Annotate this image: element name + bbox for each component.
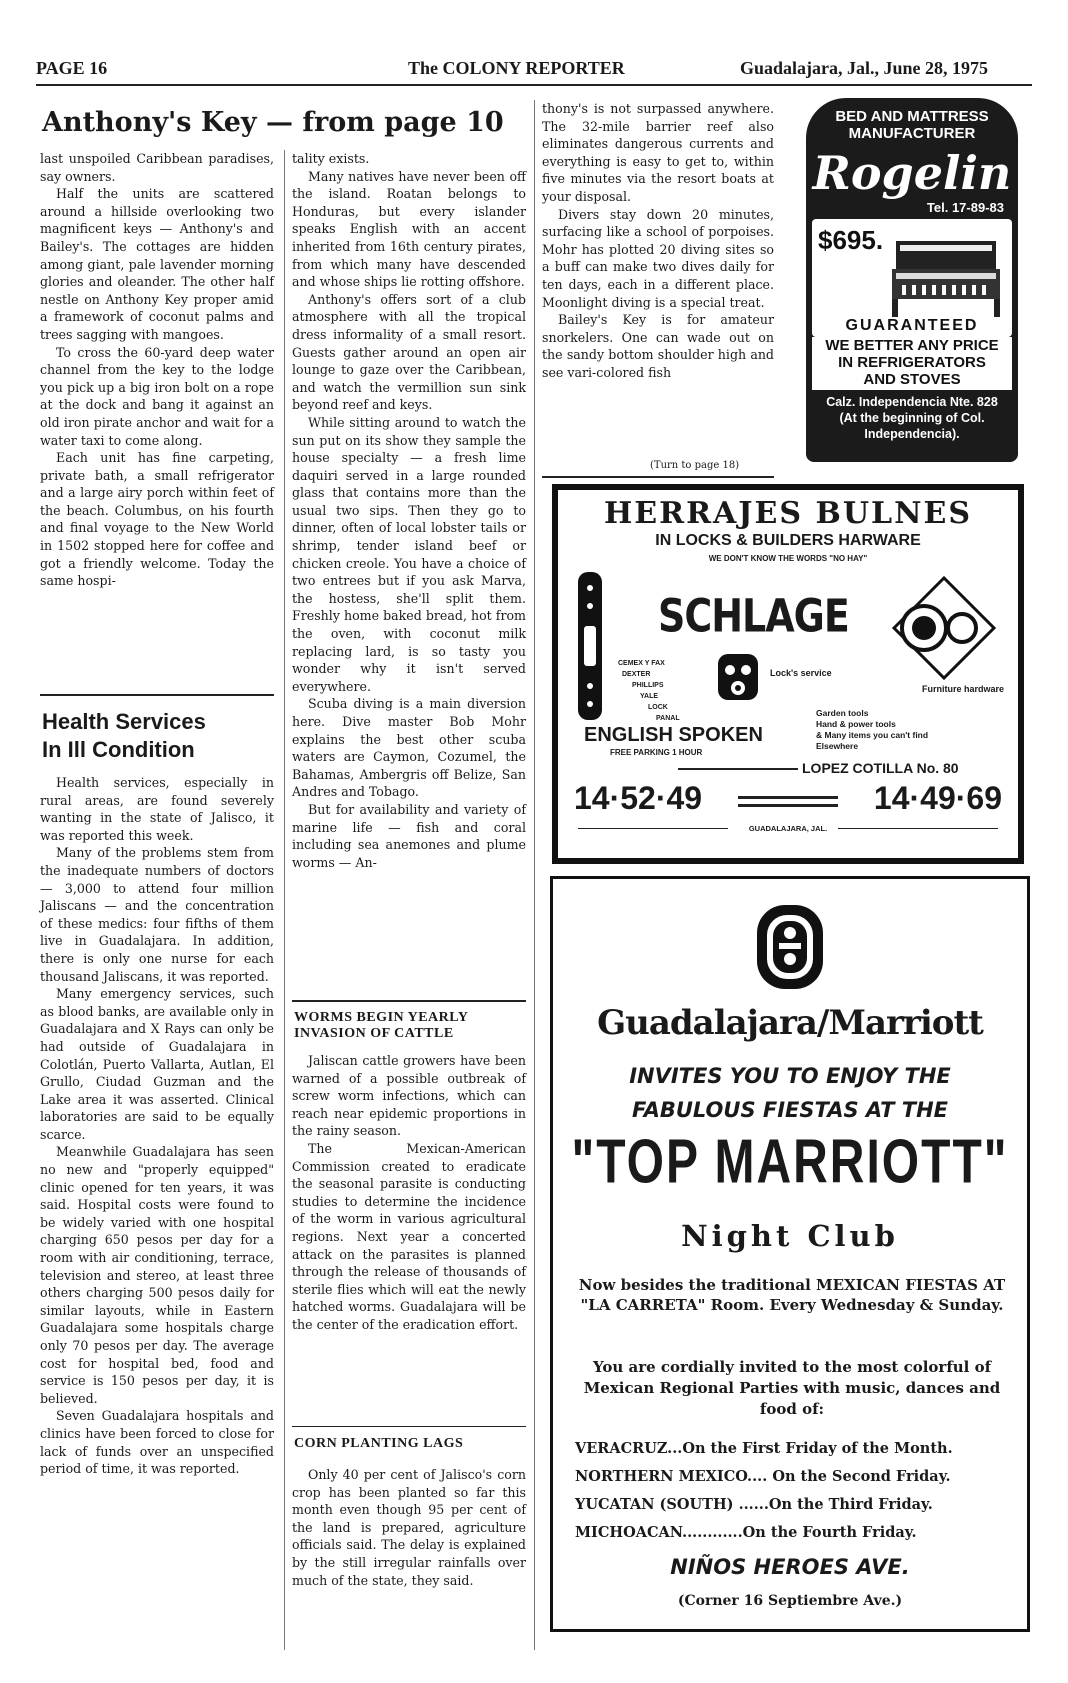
- section-rule: [542, 476, 774, 478]
- top-marriott: "TOP MARRIOTT": [571, 1128, 1009, 1197]
- paragraph: thony's is not surpassed anywhere. The 32-mile barrier reef also eliminates dangerous currents and everything is easy to get to, within five minutes via the resort boats at your disposal.: [542, 101, 774, 204]
- schedule-when: On the First Friday of the Month.: [682, 1440, 953, 1457]
- brand-list: [618, 658, 680, 724]
- paragraph: tality exists.: [292, 151, 370, 166]
- garden-line: & Many items you can't find: [816, 730, 929, 740]
- bed-icon: [886, 233, 1006, 323]
- corn-article: [292, 1466, 526, 1589]
- column-rule: [284, 150, 285, 1650]
- rogelin-address-line: (At the beginning of Col.: [839, 411, 985, 425]
- paragraph: Divers stay down 20 minutes, surfacing like a school of porpoises. Mohr has plotted 20 diving sites so a buff can make two dives daily for ten days, each in a different place. Moonlight diving is a special treat.: [542, 206, 774, 310]
- brand-item: DEXTER: [622, 671, 651, 678]
- rogelin-offer-line: IN REFRIGERATORS: [838, 354, 986, 371]
- paragraph: Bailey's Key is for amateur snorkelers. One can wade out on the sandy bottom shoulder high and see vari-colored fish: [542, 312, 774, 380]
- paragraph: Health services, especially in rural areas, are found severely wanting in the state of Jalisco, it was reported this week.: [40, 775, 274, 843]
- anthony-column-1: [40, 150, 274, 590]
- anthony-column-2: [292, 150, 526, 871]
- rogelin-offer-line: AND STOVES: [863, 371, 961, 388]
- schedule-leader: ...: [667, 1440, 683, 1457]
- section-rule: [292, 1426, 526, 1427]
- schedule-region: NORTHERN MEXICO: [575, 1468, 748, 1485]
- page-number: PAGE 16: [36, 58, 108, 78]
- section-rule: [40, 694, 274, 696]
- paragraph: But for availability and variety of marine life — fish and coral including sea anemones and plume worms — An-: [292, 801, 526, 870]
- corn-headline: CORN PLANTING LAGS: [294, 1436, 464, 1451]
- garden-tools: [816, 708, 928, 752]
- free-parking: FREE PARKING 1 HOUR: [610, 748, 703, 757]
- night-club: Night Club: [681, 1219, 899, 1253]
- english-spoken: ENGLISH SPOKEN: [584, 724, 763, 746]
- paragraph: Seven Guadalajara hospitals and clinics have been forced to close for lack of funds over an unspecified period of time, it was reported.: [40, 1408, 274, 1477]
- brand-item: PANAL: [656, 715, 680, 722]
- column-rule: [534, 100, 535, 1650]
- invite-line: FABULOUS FIESTAS AT THE: [631, 1098, 949, 1122]
- doorknob-icon: [874, 568, 1004, 688]
- rogelin-offer-line: WE BETTER ANY PRICE: [825, 337, 999, 354]
- health-headline: [42, 708, 282, 764]
- rogelin-tel: Tel. 17-89-83: [926, 200, 1004, 215]
- marriott-name: Guadalajara/Marriott: [597, 1003, 983, 1043]
- rogelin-price: $695.: [818, 225, 884, 255]
- phone-rule: [738, 796, 838, 799]
- schedule-leader: ............: [682, 1524, 743, 1541]
- schedule-region: YUCATAN (SOUTH): [575, 1496, 734, 1513]
- worms-headline: WORMS BEGIN YEARLY INVASION OF CATTLE: [294, 1010, 468, 1041]
- paragraph: Scuba diving is a main diversion here. Dive master Bob Mohr explains the best other scuba waters are Caymon, Cozumel, the Bahamas, Ambergris off Belize, San Andres and Tobago.: [292, 696, 526, 800]
- schedule-row: [575, 1519, 1013, 1547]
- brand-item: YALE: [640, 693, 659, 700]
- schedule-row: [575, 1463, 1013, 1491]
- schedule-when: On the Fourth Friday.: [742, 1524, 917, 1541]
- paragraph: last unspoiled Caribbean paradises, say owners.: [40, 151, 274, 184]
- paragraph: Meanwhile Guadalajara has seen no new and "properly equipped" clinic opened for ten years, it was said. Hospital costs were found to be widely varied with one hospital charging 650 pesos per day for a room with air conditioning, terrace, television and stereo, at least three others charging 500 pesos daily for similar layouts, while in Eastern Guadalajara some hospitals charge only 70 pesos per day. The average cost for hospital bed, food and service is 150 pesos per day, it is believed.: [40, 1144, 274, 1406]
- brand-item: LOCK: [648, 704, 668, 711]
- schedule-region: MICHOACAN: [575, 1524, 683, 1541]
- section-rule: [292, 1000, 526, 1002]
- rogelin-product-panel: [812, 219, 1012, 337]
- rogelin-offer: [812, 337, 1012, 390]
- health-article: [40, 774, 274, 1478]
- phone-rule: [738, 804, 838, 807]
- fiesta-schedule: [575, 1435, 1013, 1547]
- herrajes-subtitle: IN LOCKS & BUILDERS HARWARE: [655, 532, 921, 549]
- city-rule: [838, 828, 998, 829]
- schedule-row: [575, 1491, 1013, 1519]
- marriott-cordial: You are cordially invited to the most colorful of Mexican Regional Parties with music, dances and food of:: [583, 1358, 1001, 1418]
- herrajes-city: GUADALAJARA, JAL.: [748, 824, 828, 833]
- invite-line: INVITES YOU TO ENJOY THE: [629, 1064, 951, 1088]
- brand-item: CEMEX Y FAX: [618, 660, 665, 667]
- marriott-invite: [553, 1059, 1027, 1127]
- door-handle-icon: [570, 566, 610, 726]
- paragraph: Many natives have never been off the island. Roatan belongs to Honduras, but every islander speaks English with an accent inherited from 16th century pirates, from which many have descended and whose ships lie rotting offshore.: [292, 168, 526, 290]
- rogelin-guaranteed: GUARANTEED: [845, 317, 979, 334]
- phone-1: 14·52·49: [574, 780, 703, 816]
- schedule-when: On the Second Friday.: [772, 1468, 951, 1485]
- health-headline-line2: In Ill Condition: [42, 737, 195, 762]
- paragraph: Many emergency services, such as blood banks, are available only in Guadalajara and X Rays can only be had outside of Guadalajara in Colotlán, Puerto Vallarta, Autlan, El Grullo, Ciudad Guzman and the Lake area it was asserted. Clinical laboratories are said to be equally scarce.: [40, 986, 274, 1142]
- anthony-column-3: [542, 100, 774, 382]
- rogelin-address-line: Calz. Independencia Nte. 828: [826, 395, 998, 409]
- marriott-street: NIÑOS HEROES AVE.: [670, 1555, 910, 1579]
- rogelin-address: [806, 394, 1018, 442]
- paragraph: Half the units are scattered around a hillside overlooking two magnificent keys — Anthony's and Bailey's. The cottages are hidden among giant, pale lavender morning glories and oleander. The other half nestle on Anthony Key proper amid a framework of coconut palms and trees sagging with mangoes.: [40, 186, 274, 342]
- dateline: Guadalajara, Jal., June 28, 1975: [740, 58, 989, 78]
- paragraph: Many of the problems stem from the inadequate numbers of doctors — 3,000 to attend four million Jaliscans — and the concentration of these medics: four fifths of them live in Guadalajara. In addition, there is only one nurse for each thousand Jaliscans, it was reported.: [40, 845, 274, 984]
- paragraph: Only 40 per cent of Jalisco's corn crop has been planted so far this month even though 95 per cent of the land is prepared, agriculture officials said. The delay is explained by the still irregular rainfalls over much of the state, they said.: [292, 1467, 526, 1588]
- rogelin-top1: BED AND MATTRESS: [835, 108, 989, 125]
- brand-item: PHILLIPS: [632, 682, 664, 689]
- phone-2: 14·49·69: [873, 780, 1002, 816]
- herrajes-tagline: WE DON'T KNOW THE WORDS "NO HAY": [708, 554, 868, 563]
- paragraph: The Mexican-American Commission created to eradicate the seasonal parasite is conducting studies to determine the incidence of the worm in various agricultural regions. Next year a concerted attack on the parasites is planned through the release of thousands of sterile flies which will eat the newly hatched worms. Guadalajara will be the center of the eradication effort.: [292, 1140, 526, 1332]
- marriott-logo-icon: [753, 901, 827, 993]
- schlage-logo: SCHLAGE: [658, 589, 849, 643]
- paragraph: To cross the 60-yard deep water channel from the key to the lodge you pick up a big iron bolt on a rope at the dock and bang it against an old iron pirate anchor and wait for a water taxi to come along.: [40, 344, 274, 448]
- paragraph: Each unit has fine carpeting, private bath, a small refrigerator and a large airy porch within feet of the beach. Columbus, on his fourth and final voyage to the New World in 1502 stopped here for coffee and got a friendly welcome. Today the same hospi-: [40, 450, 274, 589]
- locks-service: Lock's service: [770, 668, 832, 678]
- garden-line: Hand & power tools: [816, 719, 896, 729]
- anthony-headline: Anthony's Key — from page 10: [42, 107, 504, 138]
- herrajes-address: LOPEZ COTILLA No. 80: [802, 760, 959, 776]
- rogelin-address-line: Independencia).: [864, 427, 960, 441]
- rogelin-brand: Rogelin: [812, 146, 1012, 200]
- schedule-region: VERACRUZ: [575, 1440, 668, 1457]
- garden-line: Garden tools: [816, 708, 869, 718]
- rogelin-ad: [806, 98, 1018, 462]
- marriott-now: Now besides the traditional MEXICAN FIESTAS AT "LA CARRETA" Room. Every Wednesday & Sunday.: [578, 1276, 1006, 1314]
- schedule-row: [575, 1435, 1013, 1463]
- worms-article: [292, 1052, 526, 1334]
- phone-rule: [678, 768, 798, 770]
- furniture-hardware: Furniture hardware: [921, 684, 1004, 694]
- header-rule: [36, 84, 1032, 86]
- jump-line: (Turn to page 18): [650, 460, 740, 471]
- lock-mask-icon: [716, 652, 760, 702]
- schedule-when: On the Third Friday.: [768, 1496, 933, 1513]
- paragraph: While sitting around to watch the sun put on its show they sample the house specialty — a fresh lime daquiri served in a large rounded glass that contains more than the usual two sips. Then they go to dinner, often of local lobster tails or shrimp, tender island beef or chicken creole. You have a choice of two entrees but if you ask Marva, the hostess, she'll split them. Freshly home baked bread, hot from the oven, with coconut milk replacing lard, is so tasty you wonder why it isn't served everywhere.: [292, 414, 526, 694]
- garden-line: Elsewhere: [816, 741, 859, 751]
- paragraph: Anthony's offers sort of a club atmosphere with all the tropical dress informality of a small resort. Guests gather around an open air lounge to gaze over the Caribbean, and watch the vermillion sun sink beyond reef and keys.: [292, 291, 526, 413]
- newspaper-name: The COLONY REPORTER: [408, 58, 625, 78]
- marriott-ad: [550, 876, 1030, 1632]
- rogelin-top2: MANUFACTURER: [848, 125, 976, 142]
- herrajes-title: HERRAJES BULNES: [603, 496, 973, 531]
- schedule-leader: ......: [738, 1496, 769, 1513]
- marriott-corner: (Corner 16 Septiembre Ave.): [677, 1593, 903, 1609]
- city-rule: [578, 828, 728, 829]
- health-headline-line1: Health Services: [42, 709, 206, 734]
- herrajes-ad: [552, 484, 1024, 864]
- schedule-leader: ....: [747, 1468, 768, 1485]
- paragraph: Jaliscan cattle growers have been warned of a possible outbreak of screw worm infections, which can reach near epidemic proportions in the rainy season.: [292, 1053, 526, 1139]
